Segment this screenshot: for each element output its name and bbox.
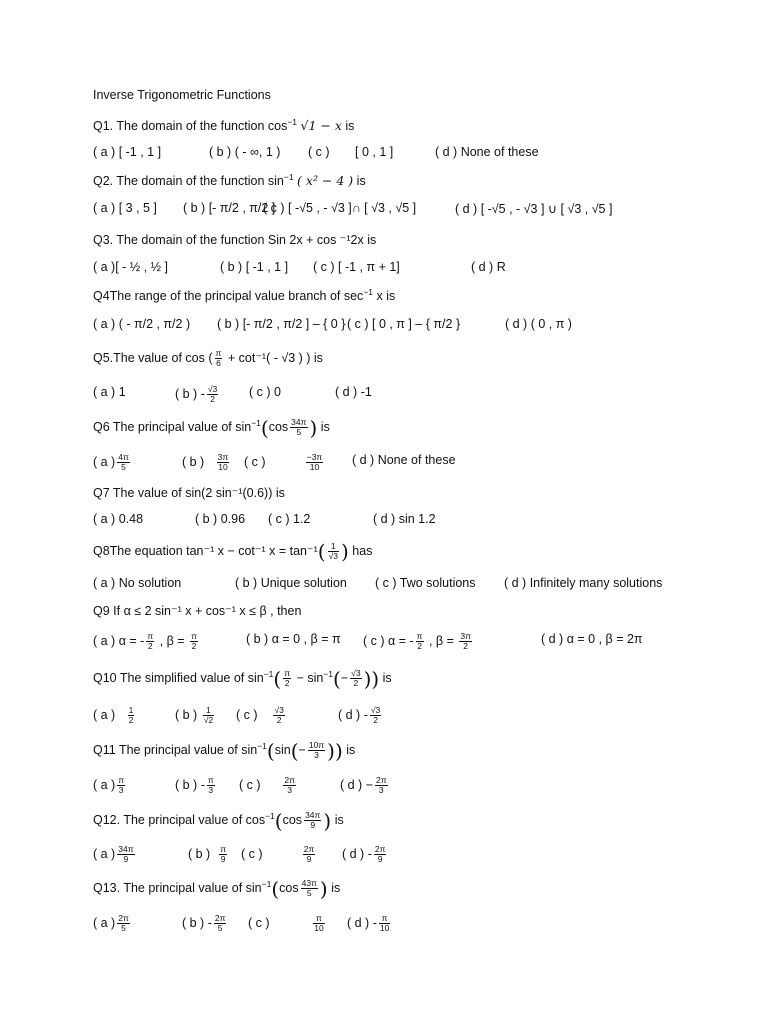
q11-option-a-label: ( a ) (93, 777, 116, 792)
q5-option-b: ( b ) - $\frac{√3}{2}$ (175, 384, 218, 404)
question-4-text: Q4The range of the principal value branch of sec (93, 289, 364, 304)
q7-option-a: ( a ) 0.48 (93, 512, 144, 526)
question-12: Q12. The principal value of $\cos^{-1}(\cos$ $\frac{34\pi}{9}$ ) is (93, 808, 344, 833)
question-9: Q9 If α ≤ 2 sin⁻¹ x + cos⁻¹ x ≤ β , then (93, 604, 302, 618)
q11-option-c-label: ( c ) (239, 777, 261, 792)
q8-option-b: ( b ) Unique solution (235, 576, 347, 590)
q10-option-c-label: ( c ) (236, 707, 258, 722)
question-5-options (93, 385, 728, 403)
q13-option-d: ( d ) - $\frac{\pi}{10}$ (347, 913, 390, 933)
question-6-options (93, 453, 728, 471)
q9-option-c: ( c ) α = - $\frac{\pi}{2}$ , β = $\frac{3\pi}{2}$ (363, 631, 471, 651)
question-6-text: Q6 The principal value of sin (93, 420, 252, 435)
q3-option-b: ( b ) [ -1 , 1 ] (220, 260, 289, 274)
q1-option-a: ( a ) [ -1 , 1 ] (93, 145, 162, 159)
question-12-options (93, 845, 728, 863)
question-1-text: Q1. The domain of the function cos (93, 119, 288, 134)
question-11-tail: is (346, 743, 356, 758)
q13-option-b-label: ( b ) - (182, 915, 212, 930)
q4-option-c: ( c ) [ 0 , π ] – { π/2 } (347, 317, 461, 331)
question-1-expr: √1 − x (300, 118, 342, 134)
q5-option-d: ( d ) -1 (335, 385, 372, 399)
q9-option-a: ( a ) α = - $\frac{\pi}{2}$ , β = $\frac{\pi}{2}$ (93, 631, 197, 651)
q3-option-d: ( d ) R (471, 260, 506, 274)
question-1-tail: is (345, 119, 355, 134)
q12-option-d-label: ( d ) - (342, 846, 372, 861)
q6-option-c: ( c ) $\frac{-3\pi}{10}$ (244, 452, 323, 472)
q4-option-a: ( a ) ( - π/2 , π/2 ) (93, 317, 191, 331)
q6-option-d: ( d ) None of these (352, 453, 456, 467)
q11-option-c: ( c ) $\frac{2\pi}{3}$ (239, 775, 295, 795)
question-5-text: Q5.The value of cos ( (93, 350, 213, 365)
q7-option-b: ( b ) 0.96 (195, 512, 246, 526)
q6-option-b-label: ( b ) (182, 454, 205, 469)
question-5-mid: + cot⁻¹( - √3 ) ) is (227, 350, 323, 365)
q10-option-d-label: ( d ) - (338, 707, 368, 722)
question-13-options (93, 914, 728, 932)
q11-option-d-label: ( d ) − (340, 777, 373, 792)
q9-option-c-label: ( c ) α = - (363, 633, 414, 648)
question-2: Q2. The domain of the function $\sin^{-1}$ ( x² − 4 ) is (93, 172, 366, 189)
question-4-tail: x is (376, 289, 396, 304)
question-8-text: Q8The equation tan⁻¹ x − cot⁻¹ x = tan⁻¹ (93, 543, 318, 558)
q10-option-c: ( c ) $\frac{√3}{2}$ (236, 705, 284, 725)
q12-option-c: ( c ) $\frac{2\pi}{9}$ (241, 844, 315, 864)
q7-option-c: ( c ) 1.2 (268, 512, 311, 526)
question-9-options (93, 632, 728, 650)
question-2-tail: is (356, 174, 366, 189)
q3-option-c: ( c ) [ -1 , π + 1] (313, 260, 400, 274)
q10-option-b: ( b ) $\frac{1}{√2}$ (175, 705, 214, 725)
q4-option-d: ( d ) ( 0 , π ) (505, 317, 572, 331)
q6-option-c-label: ( c ) (244, 454, 266, 469)
q12-option-d: ( d ) - $\frac{2\pi}{9}$ (342, 844, 386, 864)
q13-option-c: ( c ) $\frac{\pi}{10}$ (248, 913, 324, 933)
question-1-options (93, 145, 728, 161)
q13-option-b: ( b ) - $\frac{2\pi}{5}$ (182, 913, 226, 933)
question-8-tail: has (352, 543, 373, 558)
question-11-options (93, 776, 728, 794)
q10-option-b-label: ( b ) (175, 707, 198, 722)
question-7: Q7 The value of sin(2 sin⁻¹(0.6)) is (93, 486, 285, 500)
question-11-text: Q11 The principal value of sin (93, 743, 258, 758)
question-7-options (93, 512, 728, 528)
q2-option-d: ( d ) [ -√5 , - √3 ] ∪ [ √3 , √5 ] (455, 202, 613, 216)
q12-option-b: ( b ) $\frac{\pi}{9}$ (188, 844, 227, 864)
q3-option-a: ( a )[ - ½ , ½ ] (93, 260, 169, 274)
q12-option-b-label: ( b ) (188, 846, 211, 861)
question-2-text: Q2. The domain of the function sin (93, 174, 284, 189)
question-8-options (93, 576, 728, 592)
q2-option-c: ( c ) [ -√5 , - √3 ]∩ [ √3 , √5 ] (263, 201, 417, 215)
question-3-options (93, 260, 728, 276)
q5-option-b-label: ( b ) - (175, 386, 205, 401)
question-12-tail: is (334, 813, 344, 828)
q9-option-b: ( b ) α = 0 , β = π (246, 632, 341, 646)
q12-option-a-label: ( a ) (93, 846, 116, 861)
q4-option-b: ( b ) [- π/2 , π/2 ] – { 0 } (217, 317, 346, 331)
q9-option-a-label: ( a ) α = - (93, 633, 145, 648)
q13-option-a: ( a ) $\frac{2\pi}{5}$ (93, 913, 129, 933)
q2-option-b: ( b ) [- π/2 , π/2 ] (183, 201, 276, 215)
question-10: Q10 The simplified value of $\sin^{-1}$( $\frac{\pi}{2}$ − $\sin^{-1}(-$ $\frac{√3}{2}$ )) is (93, 666, 392, 691)
q1-option-c: ( c ) (308, 145, 330, 159)
question-13-text: Q13. The principal value of sin (93, 881, 262, 896)
q5-option-c: ( c ) 0 (249, 385, 281, 399)
q8-option-d: ( d ) Infinitely many solutions (504, 576, 663, 590)
q9-option-d: ( d ) α = 0 , β = 2π (541, 632, 643, 646)
q13-option-c-label: ( c ) (248, 915, 270, 930)
question-6: Q6 The principal value of $\sin^{-1}(\cos$ $\frac{34\pi}{5}$ ) is (93, 415, 330, 440)
question-2-expr: ( x² − 4 ) (297, 173, 354, 189)
q6-option-b: ( b ) $\frac{3\pi}{10}$ (182, 452, 229, 472)
question-13-tail: is (331, 881, 341, 896)
question-10-text: Q10 The simplified value of sin (93, 671, 264, 686)
q8-option-a: ( a ) No solution (93, 576, 182, 590)
question-5 (93, 349, 728, 368)
q5-option-a: ( a ) 1 (93, 385, 126, 399)
q11-option-b-label: ( b ) - (175, 777, 205, 792)
question-4: Q4The range of the principal value branch of $\sec^{-1} x$ is (93, 287, 396, 304)
q10-option-a: ( a ) $\frac{1}{2}$ (93, 705, 134, 725)
question-11: Q11 The principal value of $\sin^{-1}(\sin(-$ $\frac{10\pi}{3}$ )) is (93, 738, 356, 763)
q2-option-a: ( a ) [ 3 , 5 ] (93, 201, 157, 215)
question-10-options (93, 706, 728, 724)
q11-option-b: ( b ) - $\frac{\pi}{3}$ (175, 775, 214, 795)
question-10-tail: is (382, 671, 392, 686)
question-4-options (93, 317, 728, 335)
q13-option-a-label: ( a ) (93, 915, 116, 930)
q6-option-a: ( a ) $\frac{4\pi}{5}$ (93, 452, 129, 472)
q1-option-c-value: [ 0 , 1 ] (355, 145, 394, 159)
q10-option-d: ( d ) - $\frac{√3}{2}$ (338, 705, 381, 725)
question-12-text: Q12. The principal value of cos (93, 813, 266, 828)
q5-frac-pi-6: $\frac{\pi}{6}$ (215, 348, 222, 368)
q1-option-b: ( b ) ( - ∞, 1 ) (209, 145, 281, 159)
question-3: Q3. The domain of the function Sin 2x + cos ⁻¹2x is (93, 233, 377, 247)
question-8: Q8The equation tan⁻¹ x − cot⁻¹ x = tan⁻¹( $\frac{1}{√3}$ ) has (93, 539, 373, 564)
question-13: Q13. The principal value of $\sin^{-1}(\cos$ $\frac{43\pi}{5}$ ) is (93, 876, 341, 901)
q10-option-a-label: ( a ) (93, 707, 116, 722)
q11-option-a: ( a ) $\frac{\pi}{3}$ (93, 775, 125, 795)
q8-option-c: ( c ) Two solutions (375, 576, 476, 590)
question-2-options (93, 201, 728, 219)
q1-option-d: ( d ) None of these (435, 145, 539, 159)
question-1: Q1. The domain of the function $\cos^{-1} √1 - x$ is (93, 117, 355, 134)
q6-option-a-label: ( a ) (93, 454, 116, 469)
q12-option-a: ( a ) $\frac{34\pi}{9}$ (93, 844, 134, 864)
question-6-tail: is (320, 420, 330, 435)
q7-option-d: ( d ) sin 1.2 (373, 512, 436, 526)
page-title: Inverse Trigonometric Functions (93, 88, 271, 102)
q13-option-d-label: ( d ) - (347, 915, 377, 930)
q12-option-c-label: ( c ) (241, 846, 263, 861)
q11-option-d: ( d ) − $\frac{2\pi}{3}$ (340, 775, 387, 795)
